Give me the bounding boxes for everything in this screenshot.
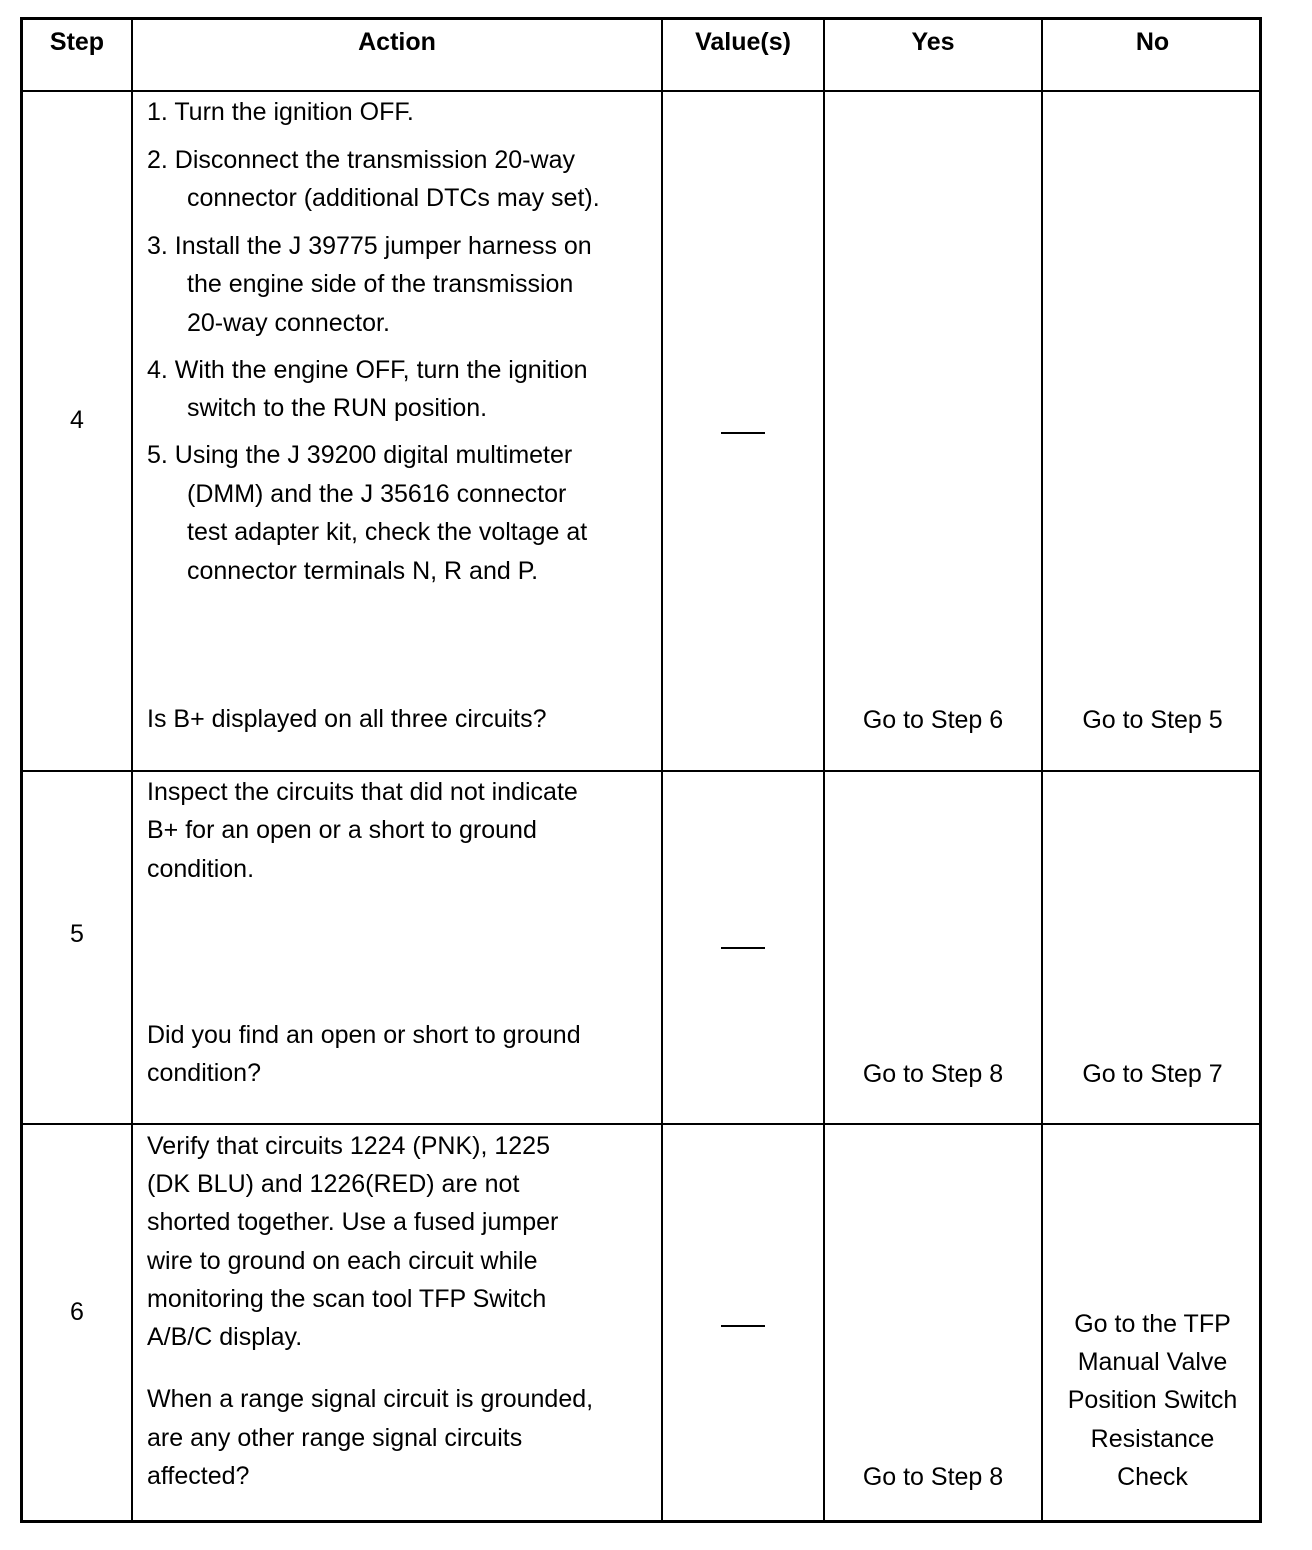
no-action: Go to Step 5	[1082, 706, 1223, 734]
action-item-cont: the engine side of the transmission	[187, 270, 574, 298]
row-divider	[23, 90, 1259, 92]
yes-action: Go to Step 8	[862, 1463, 1004, 1491]
action-question: When a range signal circuit is grounded,	[147, 1385, 594, 1413]
action-text: B+ for an open or a short to ground	[147, 816, 537, 844]
value-dash	[721, 1325, 765, 1327]
action-text: monitoring the scan tool TFP Switch	[147, 1285, 547, 1313]
no-action-line: Go to the TFP	[1074, 1310, 1231, 1338]
step-number: 4	[70, 406, 84, 434]
header-values: Value(s)	[695, 28, 791, 56]
header-yes: Yes	[911, 28, 955, 56]
header-step: Step	[49, 28, 105, 56]
action-item: 3. Install the J 39775 jumper harness on	[147, 232, 592, 260]
action-item-cont: 20-way connector.	[187, 309, 390, 337]
action-text: Inspect the circuits that did not indicate	[147, 778, 578, 806]
action-item: 5. Using the J 39200 digital multimeter	[147, 441, 573, 469]
action-item-cont: (DMM) and the J 35616 connector	[187, 480, 567, 508]
action-text: wire to ground on each circuit while	[147, 1247, 538, 1275]
action-text: (DK BLU) and 1226(RED) are not	[147, 1170, 520, 1198]
action-text: condition.	[147, 855, 255, 883]
action-question: affected?	[147, 1462, 250, 1490]
value-dash	[721, 947, 765, 949]
no-action-line: Manual Valve	[1077, 1348, 1228, 1376]
action-item-cont: test adapter kit, check the voltage at	[187, 518, 588, 546]
action-question: Did you find an open or short to ground	[147, 1021, 581, 1049]
action-question: Is B+ displayed on all three circuits?	[147, 705, 547, 733]
header-action: Action	[358, 28, 436, 56]
diagnostic-table	[20, 17, 1262, 1523]
row-divider	[23, 1123, 1259, 1125]
action-text: Verify that circuits 1224 (PNK), 1225	[147, 1132, 550, 1160]
no-action-line: Position Switch	[1067, 1386, 1238, 1414]
action-item-cont: connector terminals N, R and P.	[187, 557, 539, 585]
header-no: No	[1135, 28, 1170, 56]
action-question: condition?	[147, 1059, 261, 1087]
yes-action: Go to Step 6	[862, 706, 1004, 734]
action-item: 2. Disconnect the transmission 20-way	[147, 146, 575, 174]
no-action-line: Resistance	[1090, 1425, 1215, 1453]
no-action: Go to Step 7	[1082, 1060, 1223, 1088]
action-item: 1. Turn the ignition OFF.	[147, 98, 414, 126]
value-dash	[721, 432, 765, 434]
action-question: are any other range signal circuits	[147, 1424, 523, 1452]
action-item-cont: switch to the RUN position.	[187, 394, 488, 422]
step-number: 6	[70, 1298, 84, 1326]
step-number: 5	[70, 920, 84, 948]
action-item-cont: connector (additional DTCs may set).	[187, 184, 600, 212]
yes-action: Go to Step 8	[862, 1060, 1004, 1088]
action-item: 4. With the engine OFF, turn the ignition	[147, 356, 588, 384]
row-divider	[23, 770, 1259, 772]
no-action-line: Check	[1117, 1463, 1188, 1491]
action-text: A/B/C display.	[147, 1323, 303, 1351]
action-text: shorted together. Use a fused jumper	[147, 1208, 559, 1236]
